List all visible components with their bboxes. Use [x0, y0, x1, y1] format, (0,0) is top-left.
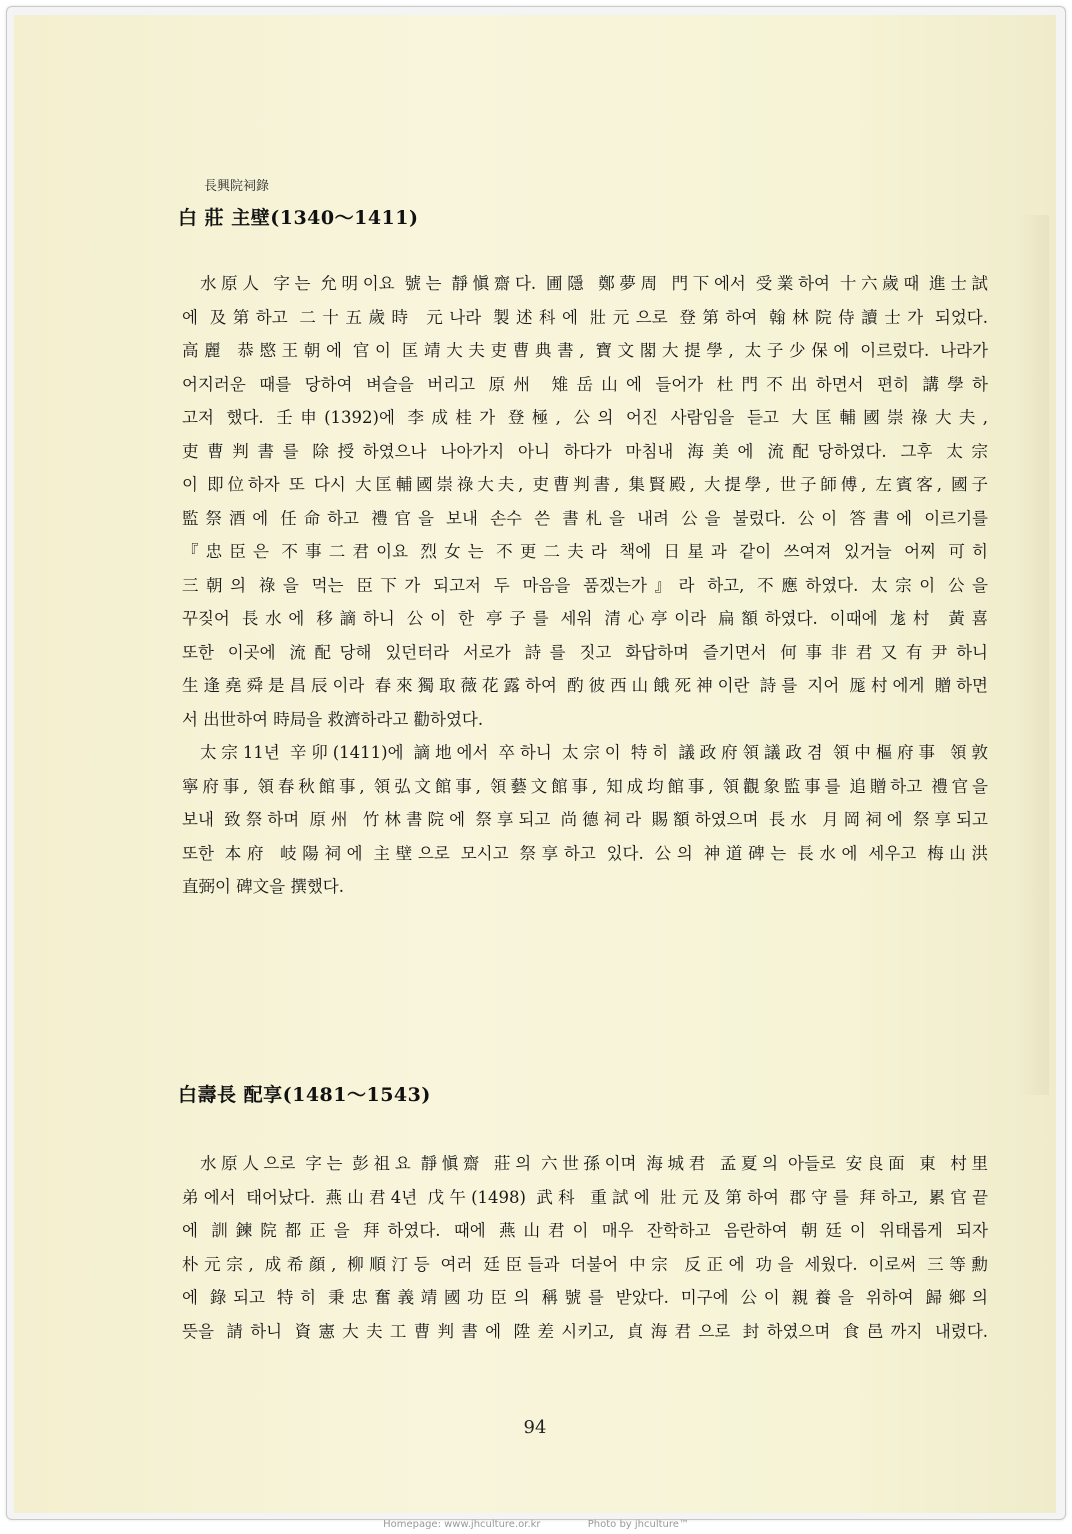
- homepage-credit: Homepage: www.jhculture.or.kr: [383, 1519, 541, 1530]
- text-line: 寧府事, 領春秋館事, 領弘文館事, 領藝文館事, 知成均館事, 領觀象監事를 追贈하고 禮官을: [182, 776, 988, 796]
- text-line: 서 出世하여 時局을 救濟하라고 勸하였다.: [182, 709, 484, 729]
- book-page-photo: [14, 15, 1056, 1513]
- text-line: 이 即位하자 또 다시 大匡輔國崇祿大夫, 吏曹判書, 集賢殿, 大提學, 世子師傅, 左賓客, 國子: [182, 475, 988, 494]
- text-line: 꾸짖어 長水에 移謫하니 公이 한 亭子를 세워 清心亭이라 扁額하였다. 이때에 尨村 黃喜: [182, 609, 988, 628]
- page-edge-shadow: [1019, 215, 1049, 1095]
- text-line: 에 及第하고 二十五歲時 元나라 製述科에 壯元으로 登第하여 翰林院侍讀士가 되었다.: [182, 307, 988, 327]
- paragraph-baek-su-jang: [182, 1147, 988, 1348]
- paragraph-baek-jang-2: [182, 736, 988, 904]
- text-line: 또한 이곳에 流配당해 있던터라 서로가 詩를 짓고 화답하며 즐기면서 何事非君又有尹하니: [182, 642, 988, 662]
- text-line: 보내 致祭하며 原州 竹林書院에 祭享되고 尚德祠라 賜額하였으며 長水 月岡祠에 祭享되고: [182, 810, 988, 829]
- text-line: 吏曹判書를 除授하였으나 나아가지 아니 하다가 마침내 海美에 流配당하였다. 그후 太宗: [182, 441, 988, 461]
- footer-credit: [0, 1519, 1072, 1530]
- text-line: 三朝의 祿을 먹는 臣下가 되고저 두 마음을 품겠는가』라 하고, 不應하였다. 太宗이 公을: [182, 575, 988, 595]
- text-line: 監祭酒에 任命하고 禮官을 보내 손수 쓴 書札을 내려 公을 불렀다. 公이 答書에 이르기를: [182, 508, 988, 528]
- section-heading-baek-su-jang: 白壽長 配享(1481～1543): [178, 1084, 431, 1106]
- text-line: 高麗 恭愍王朝에 官이 匡靖大夫吏曹典書, 寶文閣大提學, 太子少保에 이르렀다. 나라가: [182, 341, 988, 360]
- text-line: 어지러운 때를 당하여 벼슬을 버리고 原州 雉岳山에 들어가 杜門不出하면서 편히 講學하: [182, 374, 988, 394]
- section-heading-baek-jang: 白 莊 主壁(1340～1411): [178, 207, 419, 229]
- text-line: 뜻을 請하니 資憲大夫工曹判書에 陞差시키고, 貞海君으로 封하였으며 食邑까지 내렸다.: [182, 1321, 988, 1341]
- text-line: 水原人 字는 允明이요 號는 靜愼齋다. 圃隱 鄭夢周 門下에서 受業하여 十六歲때 進士試: [200, 274, 988, 293]
- text-line: 朴元宗, 成希顔, 柳順汀등 여러 廷臣들과 더불어 中宗 反正에 功을 세웠다. 이로써 三等勳: [182, 1254, 988, 1274]
- text-line: 直弼이 碑文을 撰했다.: [182, 877, 344, 896]
- text-line: 太宗11년 辛卯(1411)에 謫地에서 卒하니 太宗이 特히 議政府領議政겸 領中樞府事 領敦: [200, 743, 988, 762]
- text-line: 고저 했다. 壬申(1392)에 李成桂가 登極, 公의 어진 사람임을 듣고 大匡輔國崇祿大夫,: [182, 408, 988, 427]
- text-line: 生逢堯舜是昌辰이라 春來獨取薇花露하여 酌彼西山餓死神이란 詩를 지어 厖村에게 贈하면: [182, 676, 988, 695]
- photo-credit: Photo by jhculture™: [587, 1519, 689, 1530]
- text-line: 水原人으로 字는 彭祖요 靜愼齋 莊의 六世孫이며 海城君 孟夏의 아들로 安良面 東 村里: [200, 1154, 988, 1173]
- text-line: 또한 本府 岐陽祠에 主壁으로 모시고 祭享하고 있다. 公의 神道碑는 長水에 세우고 梅山洪: [182, 843, 988, 863]
- text-line: 에 錄되고 特히 秉忠奮義靖國功臣의 稱號를 받았다. 미구에 公이 親養을 위하여 歸鄉의: [182, 1288, 988, 1307]
- running-header: 長興院祠錄: [204, 179, 270, 194]
- page-number: 94: [523, 1417, 547, 1438]
- text-line: 弟에서 태어났다. 燕山君4년 戊午(1498) 武科 重試에 壯元及第하여 郡守를 拜하고, 累官끝: [182, 1187, 988, 1207]
- text-line: 에 訓鍊院都正을 拜하였다. 때에 燕山君이 매우 잔학하고 음란하여 朝廷이 위태롭게 되자: [182, 1221, 988, 1240]
- paragraph-baek-jang-1: [182, 267, 988, 736]
- text-line: 『忠臣은 不事二君이요 烈女는 不更二夫라 책에 日星과 같이 쓰여져 있거늘 어찌 可히: [182, 542, 988, 561]
